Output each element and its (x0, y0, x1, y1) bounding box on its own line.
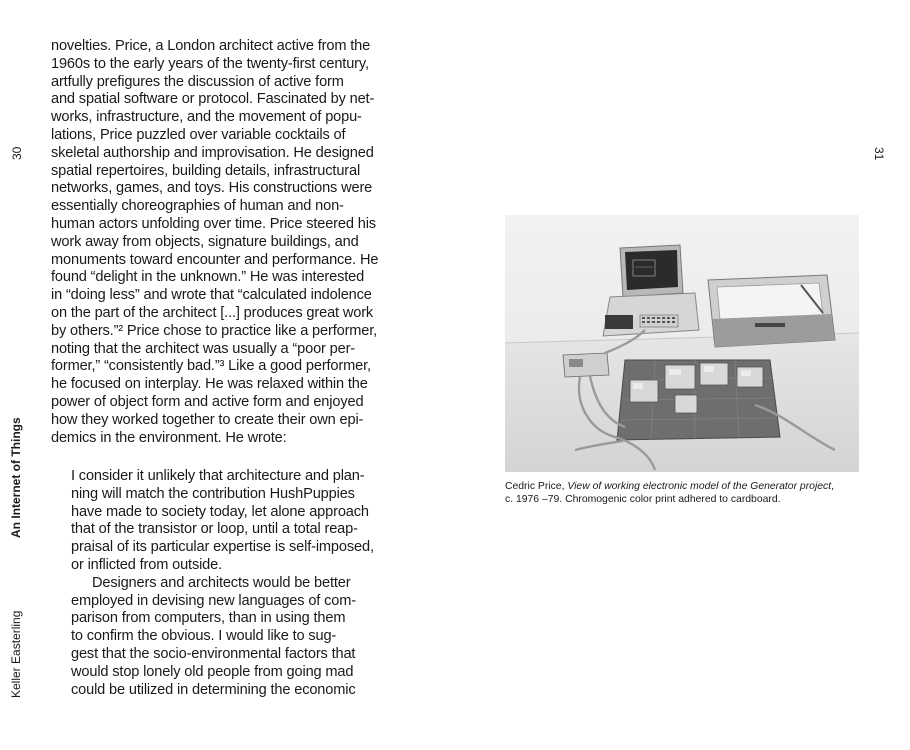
body-line: lations, Price puzzled over variable cocktails of (51, 126, 346, 143)
quote-line: I consider it unlikely that architecture and plan- (71, 468, 365, 484)
body-line: how they worked together to create their own epi- (51, 411, 364, 428)
body-line: monuments toward encounter and performance. He (51, 251, 379, 268)
caption-punctuation: , (831, 481, 834, 492)
body-line: noting that the architect was usually a “poor per- (51, 340, 355, 357)
body-text (51, 38, 413, 447)
body-line: artfully prefigures the discussion of active form (51, 73, 344, 90)
quote-line: would stop lonely old people from going mad (71, 663, 354, 680)
caption-line-2: c. 1976 –79. Chromogenic color print adhered to cardboard. (505, 494, 781, 505)
quote-line: or inflicted from outside. (71, 556, 223, 573)
page-number-left: 30 (10, 146, 24, 160)
generator-model-photo (505, 215, 859, 472)
quote-line: Designers and architects would be better (92, 574, 351, 591)
body-line: networks, games, and toys. His constructions were (51, 180, 373, 197)
caption-credit: Cedric Price, (505, 481, 568, 492)
running-author: Keller Easterling (9, 610, 23, 698)
photo-illustration (505, 215, 859, 472)
body-line: and spatial software or protocol. Fascinated by net- (51, 91, 375, 108)
body-line: work away from objects, signature buildings, and (51, 233, 359, 250)
block-quote (71, 468, 411, 699)
caption-title: View of working electronic model of the Generator project (567, 481, 832, 492)
body-line: power of object form and active form and enjoyed (51, 393, 364, 410)
body-line: works, infrastructure, and the movement of popu- (51, 109, 362, 126)
body-line: demics in the environment. He wrote: (51, 429, 287, 446)
plotter (708, 275, 835, 347)
quote-line: praisal of its particular expertise is self-imposed, (71, 539, 374, 556)
body-line: he focused on interplay. He was relaxed within the (51, 376, 368, 393)
body-line: 1960s to the early years of the twenty-first century, (51, 55, 369, 72)
body-line: novelties. Price, a London architect active from the (51, 38, 371, 54)
body-line: by others.”² Price chose to practice like a performer, (51, 322, 378, 339)
quote-line: parison from computers, than in using them (71, 610, 346, 627)
page-number-right: 31 (872, 147, 886, 161)
body-line: spatial repertoires, building details, infrastructural (51, 162, 361, 179)
body-line: human actors unfolding over time. Price steered his (51, 215, 376, 232)
quote-line: employed in devising new languages of com- (71, 592, 356, 609)
quote-line: ning will match the contribution HushPuppies (71, 485, 355, 502)
quote-line: to confirm the obvious. I would like to sug- (71, 628, 337, 645)
body-line: on the part of the architect [...] produces great work (51, 304, 374, 321)
photo-caption (505, 480, 850, 506)
body-line: former,” “consistently bad.”³ Like a good performer, (51, 358, 371, 375)
body-line: skeletal authorship and improvisation. He designed (51, 144, 374, 161)
body-line: found “delight in the unknown.” He was interested (51, 269, 365, 286)
body-line: essentially choreographies of human and non- (51, 198, 344, 215)
small-interface-box (563, 353, 609, 377)
quote-line: could be utilized in determining the economic (71, 681, 356, 698)
body-line: in “doing less” and wrote that “calculated indolence (51, 287, 372, 304)
caption-line-1 (505, 480, 850, 493)
quote-line: gest that the socio-environmental factors that (71, 645, 356, 662)
running-title: An Internet of Things (9, 417, 23, 538)
quote-line: that of the transistor or loop, until a total reap- (71, 521, 358, 538)
quote-line: have made to society today, let alone approach (71, 503, 369, 520)
circuit-board (617, 360, 780, 440)
